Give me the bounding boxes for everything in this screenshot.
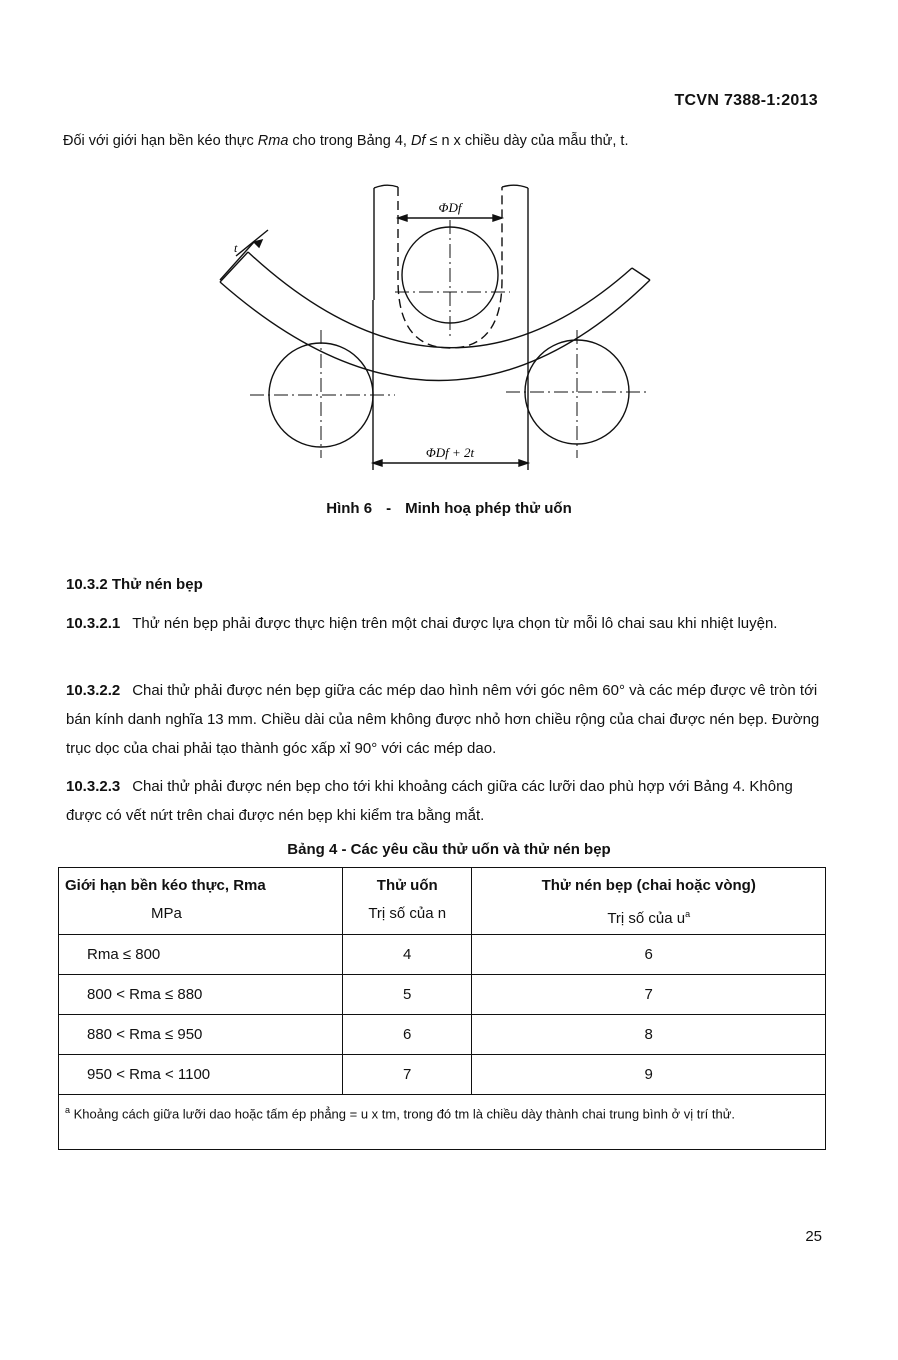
table-row xyxy=(59,935,826,975)
range-cell: Rma ≤ 800 xyxy=(59,935,343,975)
footnote-mark: a xyxy=(685,909,691,919)
paragraph-text: Thử nén bẹp phải được thực hiện trên một chai được lựa chọn từ mỗi lô chai sau khi nhiệt luyện. xyxy=(132,615,778,632)
figure-number: Hình 6 xyxy=(326,500,373,517)
footnote-text: Khoảng cách giữa lưỡi dao hoặc tấm ép phẳng = u x tm, trong đó tm là chiều dày thành chai trung bình ở vị trí thử. xyxy=(70,1106,736,1122)
header-flattening-test xyxy=(472,868,826,935)
n-cell: 5 xyxy=(343,975,472,1015)
thickness-label: t xyxy=(234,241,238,255)
n-cell: 6 xyxy=(343,1015,472,1055)
paragraph-10-3-2-2 xyxy=(66,676,826,763)
specimen-outer-arc xyxy=(220,280,650,381)
table-caption: Bảng 4 - Các yêu cầu thử uốn và thử nén bẹp xyxy=(287,841,611,858)
u-cell: 8 xyxy=(472,1015,826,1055)
thickness-line-b xyxy=(236,230,268,256)
range-cell: 950 < Rma < 1100 xyxy=(59,1055,343,1095)
u-cell: 6 xyxy=(472,935,826,975)
intro-part-1: Đối với giới hạn bền kéo thực xyxy=(63,133,258,149)
header-title: Thử nén bẹp (chai hoặc vòng) xyxy=(541,877,756,894)
paragraph-10-3-2-1 xyxy=(66,609,826,638)
intro-part-2: cho trong Bảng 4, xyxy=(288,133,411,149)
bend-test-diagram xyxy=(210,180,670,475)
u-cell: 9 xyxy=(472,1055,826,1095)
footnote-mark: a xyxy=(65,1105,71,1115)
header-unit: MPa xyxy=(151,905,182,922)
intro-rma: Rma xyxy=(257,133,289,149)
paragraph-text: Chai thử phải được nén bẹp cho tới khi khoảng cách giữa các lưỡi dao phù hợp với Bảng 4. Không được có vết nứt trên chai được nén bẹp khi kiểm tra bằng mắt. xyxy=(66,778,793,824)
paragraph-number: 10.3.2.2 xyxy=(66,682,121,699)
table-row xyxy=(59,1015,826,1055)
section-heading: 10.3.2 Thử nén bẹp xyxy=(66,576,203,593)
former-right-top xyxy=(502,185,528,188)
header-sub: Trị số của n xyxy=(368,905,447,922)
paragraph-10-3-2-3 xyxy=(66,772,826,830)
table-header-row xyxy=(59,868,826,935)
header-tensile-strength xyxy=(59,868,343,935)
paragraph-number: 10.3.2.3 xyxy=(66,778,121,795)
n-cell: 7 xyxy=(343,1055,472,1095)
figure-caption xyxy=(0,500,898,517)
header-title: Thử uốn xyxy=(376,877,438,894)
intro-text xyxy=(63,133,628,149)
df-label: ΦDf xyxy=(438,200,462,215)
table-footnote xyxy=(59,1095,826,1150)
requirements-table xyxy=(58,867,826,1150)
u-cell: 7 xyxy=(472,975,826,1015)
caption-separator: - xyxy=(386,500,392,517)
df2t-label: ΦDf + 2t xyxy=(425,445,475,460)
figure-title: Minh hoạ phép thử uốn xyxy=(405,500,572,517)
header-sub: Trị số của u xyxy=(607,910,686,927)
intro-df: Df xyxy=(410,133,426,149)
table-note-row xyxy=(59,1095,826,1150)
thickness-arrow xyxy=(254,240,262,247)
table-row xyxy=(59,1055,826,1095)
range-cell: 880 < Rma ≤ 950 xyxy=(59,1015,343,1055)
former-left-top xyxy=(374,185,398,188)
standard-header: TCVN 7388-1:2013 xyxy=(674,92,818,109)
header-bend-test xyxy=(343,868,472,935)
n-cell: 4 xyxy=(343,935,472,975)
specimen-inner-arc xyxy=(248,252,632,348)
page-number: 25 xyxy=(805,1228,822,1245)
paragraph-text: Chai thử phải được nén bẹp giữa các mép dao hình nêm với góc nêm 60° và các mép được vê tròn tới bán kính danh nghĩa 13 mm. Chiều dài của nêm không được nhỏ hơn chiều rộng của chai được nén bẹp. Đường trục dọc của chai phải tạo thành góc xấp xỉ 90° với các mép dao. xyxy=(66,682,820,757)
header-title: Giới hạn bền kéo thực, Rma xyxy=(65,877,266,894)
paragraph-number: 10.3.2.1 xyxy=(66,615,121,632)
table-row xyxy=(59,975,826,1015)
specimen-left-end xyxy=(220,252,248,282)
intro-part-3: ≤ n x chiều dày của mẫu thử, t. xyxy=(425,133,629,149)
range-cell: 800 < Rma ≤ 880 xyxy=(59,975,343,1015)
specimen-right-end xyxy=(632,268,650,280)
